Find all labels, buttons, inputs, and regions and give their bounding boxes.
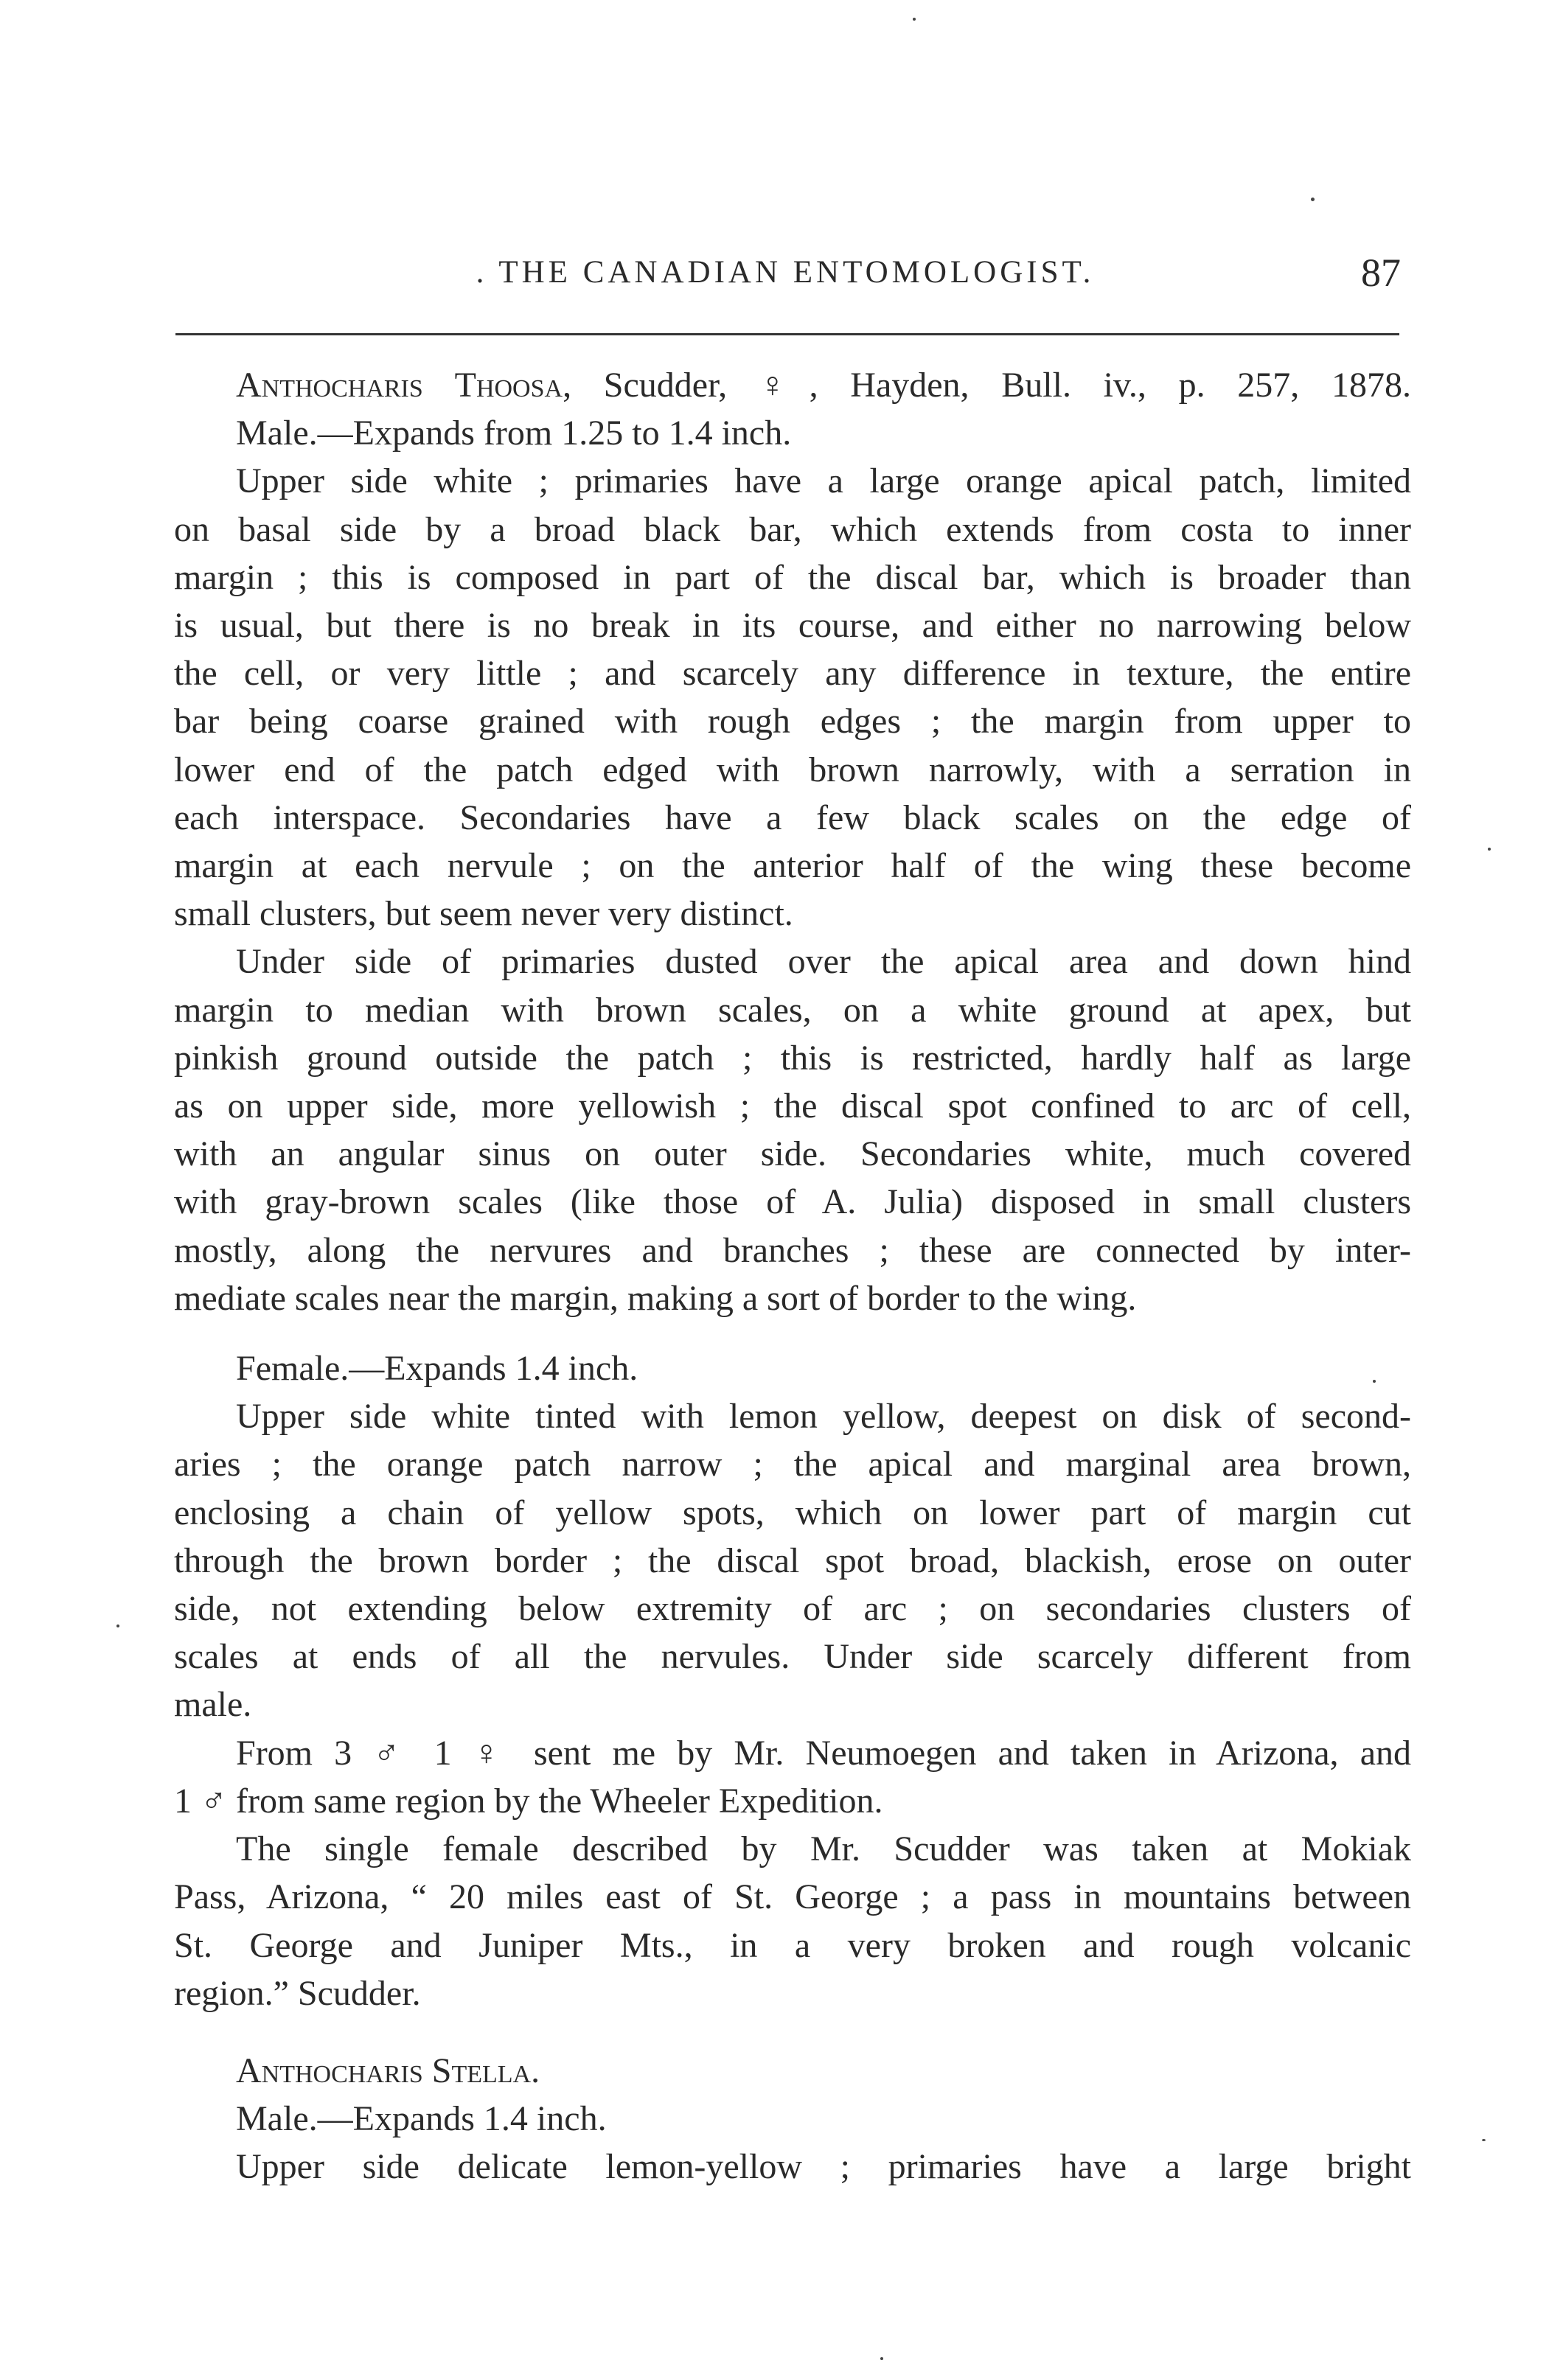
running-title: . THE CANADIAN ENTOMOLOGIST.	[476, 255, 1095, 290]
text-line-l21: Female.—Expands 1.4 inch.	[236, 1349, 638, 1389]
text-line-l1: Anthocharis Thoosa, Scudder, ♀, Hayden, Bull. iv., p. 257, 1878.	[236, 366, 1411, 405]
scan-speck	[1373, 1380, 1376, 1383]
scan-speck	[880, 2357, 883, 2360]
text-line-l27: scales at ends of all the nervules. Under side scarcely different from	[174, 1637, 1411, 1677]
text-line-l18: with gray-brown scales (like those of A. Julia) disposed in small clusters	[174, 1182, 1411, 1222]
scan-speck	[116, 1625, 119, 1627]
text-line-l4: on basal side by a broad black bar, which extends from costa to inner	[174, 509, 1411, 549]
text-line-l24: enclosing a chain of yellow spots, which on lower part of margin cut	[174, 1493, 1411, 1532]
text-line-l3: Upper side white ; primaries have a large orange apical patch, limited	[236, 461, 1411, 501]
text-line-l23: aries ; the orange patch narrow ; the apical and marginal area brown,	[174, 1445, 1411, 1484]
text-line-l6: is usual, but there is no break in its course, and either no narrowing below	[174, 606, 1411, 646]
text-line-l10: each interspace. Secondaries have a few black scales on the edge of	[174, 798, 1411, 837]
text-line-l7: the cell, or very little ; and scarcely any difference in texture, the entire	[174, 654, 1411, 694]
text-line-l22: Upper side white tinted with lemon yellow, deepest on disk of second-	[236, 1397, 1411, 1437]
text-line-l28: male.	[174, 1685, 252, 1725]
text-line-l35: Anthocharis Stella.	[236, 2051, 540, 2090]
text-line-l2: Male.—Expands from 1.25 to 1.4 inch.	[236, 413, 792, 453]
text-line-l37: Upper side delicate lemon-yellow ; primaries have a large bright	[236, 2147, 1411, 2187]
text-line-l9: lower end of the patch edged with brown narrowly, with a serration in	[174, 750, 1411, 789]
text-line-l16: as on upper side, more yellowish ; the discal spot confined to arc of cell,	[174, 1086, 1411, 1126]
text-line-l20: mediate scales near the margin, making a sort of border to the wing.	[174, 1278, 1137, 1318]
text-line-l34: region.” Scudder.	[174, 1973, 421, 2013]
page-header	[170, 251, 1401, 306]
text-line-l29: From 3 ♂ 1 ♀ sent me by Mr. Neumoegen and taken in Arizona, and	[236, 1733, 1411, 1773]
text-line-l14: margin to median with brown scales, on a white ground at apex, but	[174, 990, 1411, 1030]
text-line-l19: mostly, along the nervures and branches ; these are connected by inter-	[174, 1230, 1411, 1270]
text-line-l33: St. George and Juniper Mts., in a very broken and rough volcanic	[174, 1925, 1411, 1965]
text-line-l32: Pass, Arizona, “ 20 miles east of St. George ; a pass in mountains between	[174, 1877, 1411, 1917]
text-line-l5: margin ; this is composed in part of the discal bar, which is broader than	[174, 557, 1411, 597]
text-line-l15: pinkish ground outside the patch ; this is restricted, hardly half as large	[174, 1038, 1411, 1078]
page-number: 87	[1361, 251, 1401, 295]
section-gap	[174, 2017, 1411, 2047]
text-line-l17: with an angular sinus on outer side. Secondaries white, much covered	[174, 1134, 1411, 1174]
text-line-l12: small clusters, but seem never very distinct.	[174, 894, 793, 934]
scan-speck	[1311, 198, 1315, 201]
text-line-l30: 1 ♂ from same region by the Wheeler Expedition.	[174, 1781, 883, 1821]
text-line-l31: The single female described by Mr. Scudder was taken at Mokiak	[236, 1829, 1411, 1869]
scan-speck	[1482, 2139, 1486, 2141]
text-line-l36: Male.—Expands 1.4 inch.	[236, 2099, 607, 2139]
text-line-l26: side, not extending below extremity of arc ; on secondaries clusters of	[174, 1589, 1411, 1629]
scan-speck	[1488, 848, 1491, 851]
text-line-l13: Under side of primaries dusted over the apical area and down hind	[236, 942, 1411, 982]
text-line-l25: through the brown border ; the discal spot broad, blackish, erose on outer	[174, 1540, 1411, 1580]
paragraph-gap	[174, 1322, 1411, 1344]
header-rule	[175, 333, 1399, 335]
text-line-l11: margin at each nervule ; on the anterior half of the wing these become	[174, 846, 1411, 886]
text-line-l8: bar being coarse grained with rough edges ; the margin from upper to	[174, 702, 1411, 741]
scan-speck	[913, 18, 916, 21]
body-text	[174, 361, 1411, 2191]
